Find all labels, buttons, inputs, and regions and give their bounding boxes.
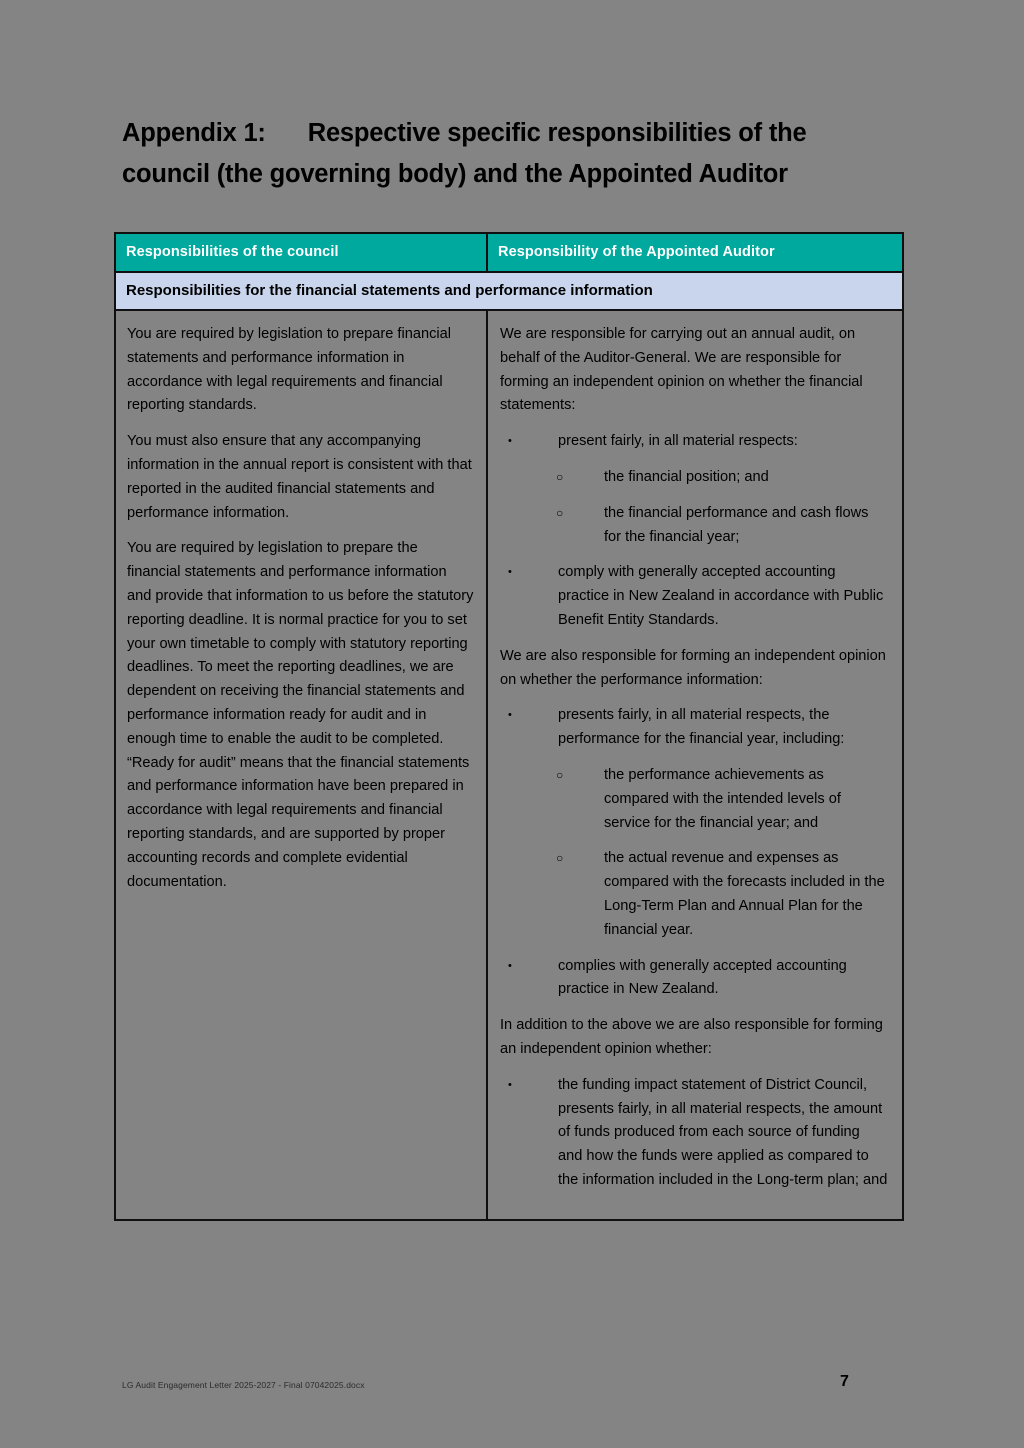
auditor-subbullet-1b-text: the financial performance and cash flows for the financial year; [604,504,869,545]
auditor-bullet-2 [500,561,888,632]
bullet-disc-icon: • [508,435,512,448]
page-title-line2: council (the governing body) and the Appointed Auditor [122,160,788,189]
footer-filename: LG Audit Engagement Letter 2025-2027 - Final 07042025.docx [122,1380,365,1390]
footer-page-number: 7 [840,1373,849,1390]
council-paragraph-1: You are required by legislation to prepare financial statements and performance information in accordance with legal requirements and financial reporting standards. [127,326,451,414]
auditor-bullet-4 [500,955,888,1003]
bullet-disc-icon: • [508,1078,512,1091]
auditor-bullet-1-text: present fairly, in all material respects: [558,433,798,450]
bullet-circle-icon: ○ [556,767,564,782]
council-paragraph-3: You are required by legislation to prepare the financial statements and performance information and provide that information to us before the statutory reporting deadline. It is normal practice for you to set your own timetable to comply with statutory reporting deadlines. To meet the reporting deadlines, we are dependent on receiving the financial statements and performance information ready for audit and in enough time to enable the audit to be completed. “Ready for audit” means that the financial statements and performance information have been prepared in accordance with legal requirements and financial reporting standards, and are supported by proper accounting records and complete evidential documentation. [127,540,474,890]
table-header-council: Responsibilities of the council [116,234,488,271]
page-title [122,113,882,195]
bullet-circle-icon: ○ [556,505,564,520]
auditor-intro-1: We are responsible for carrying out an annual audit, on behalf of the Auditor-General. We are responsible for forming an independent opinion on whether the financial statements: [500,326,863,414]
table-section-band-row [116,273,902,311]
auditor-intro-2: We are also responsible for forming an independent opinion on whether the performance information: [500,647,886,688]
auditor-intro-3: In addition to the above we are also responsible for forming an independent opinion whether: [500,1017,883,1057]
auditor-subbullet-3a [500,764,888,835]
page-title-line1: Respective specific responsibilities of the [307,119,807,148]
bullet-circle-icon: ○ [556,469,564,484]
auditor-subbullet-1a [500,466,888,490]
auditor-bullet-3-text: presents fairly, in all material respects, the performance for the financial year, including: [558,707,845,748]
auditor-subbullet-3b-text: the actual revenue and expenses as compared with the forecasts included in the Long-Term Plan and Annual Plan for the financial year. [604,850,885,938]
auditor-subbullet-3b [500,847,888,942]
table-body-row [116,311,902,1219]
bullet-disc-icon: • [508,566,512,579]
table-cell-council-responsibilities [116,311,488,1219]
council-paragraph-2: You must also ensure that any accompanying information in the annual report is consistent with that reported in the audited financial statements and performance information. [127,433,472,521]
auditor-bullet-3 [500,704,888,752]
auditor-subbullet-1b [500,502,888,550]
table-section-band-label: Responsibilities for the financial statements and performance information [126,282,653,299]
table-header-row [116,234,902,273]
table-header-auditor: Responsibility of the Appointed Auditor [498,244,775,260]
bullet-circle-icon: ○ [556,851,564,866]
auditor-bullet-5 [500,1074,888,1193]
page-title-prefix: Appendix 1: [122,119,266,148]
bullet-disc-icon: • [508,709,512,722]
auditor-bullet-1 [500,430,888,454]
bullet-disc-icon: • [508,959,512,972]
auditor-subbullet-1a-text: the financial position; and [604,468,769,485]
auditor-bullet-2-text: comply with generally accepted accounting practice in New Zealand in accordance with Public Benefit Entity Standards. [558,564,884,628]
auditor-subbullet-3a-text: the performance achievements as compared with the intended levels of service for the financial year; and [604,766,841,831]
responsibilities-table [114,232,904,1221]
auditor-bullet-4-text: complies with generally accepted accounting practice in New Zealand. [558,957,847,998]
table-cell-auditor-responsibilities [488,311,902,1219]
auditor-bullet-5-text: the funding impact statement of District Council, presents fairly, in all material respects, the amount of funds produced from each source of funding and how the funds were applied as compared to the information included in the Long-term plan; and [558,1076,888,1188]
